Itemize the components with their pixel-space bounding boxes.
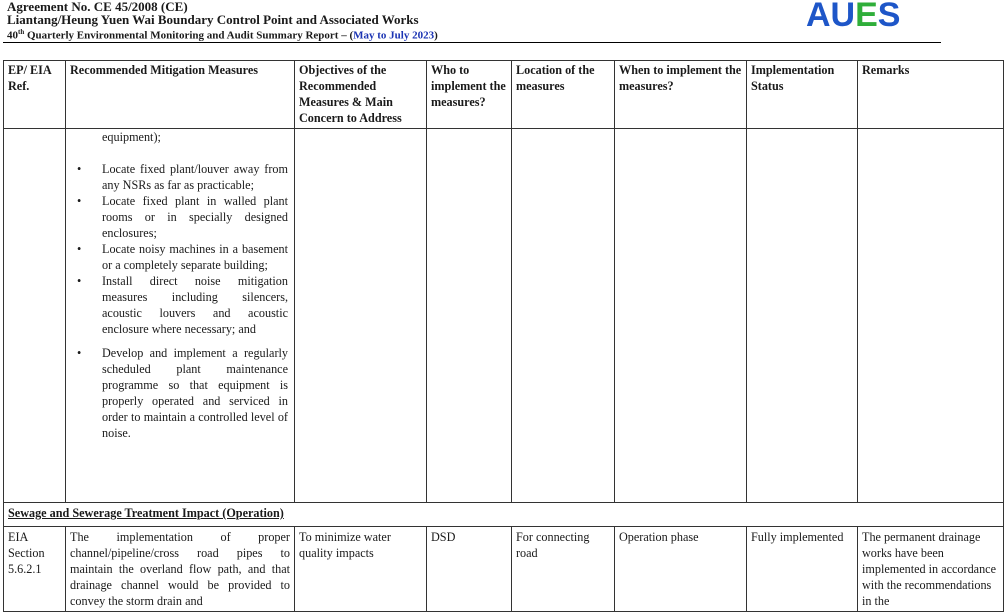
section-heading-row xyxy=(4,503,1004,527)
report-title xyxy=(7,26,438,43)
section-heading: Sewage and Sewerage Treatment Impact (Operation) xyxy=(4,503,1004,527)
table-cell xyxy=(295,129,427,503)
table-header-row xyxy=(4,61,1004,129)
table-cell xyxy=(747,129,858,503)
who-cell: DSD xyxy=(427,527,512,612)
report-title-text: Quarterly Environmental Monitoring and Audit Summary Report – ( xyxy=(24,29,354,42)
location-cell: For connecting road xyxy=(512,527,615,612)
column-header: Implementation Status xyxy=(747,61,858,129)
table-cell xyxy=(512,129,615,503)
report-title-end: ) xyxy=(434,29,438,42)
agreement-number: Agreement No. CE 45/2008 (CE) xyxy=(7,0,188,14)
project-title: Liantang/Heung Yuen Wai Boundary Control Point and Associated Works xyxy=(7,12,419,27)
measures-list xyxy=(72,161,288,441)
report-period: May to July 2023 xyxy=(353,29,435,42)
column-header: Remarks xyxy=(858,61,1004,129)
mitigation-measures-table xyxy=(3,60,1004,612)
aues-logo: AUES xyxy=(806,0,901,34)
objective-cell: To minimize water quality impacts xyxy=(295,527,427,612)
list-item: • Install direct noise mitigation measures including silencers, acoustic louvers and acoustic enclosure where necessary; and xyxy=(77,274,288,336)
list-item: • Locate fixed plant/louver away from any NSRs as far as practicable; xyxy=(77,162,288,192)
list-item: • Locate noisy machines in a basement or a completely separate building; xyxy=(77,242,288,272)
table-cell xyxy=(4,129,66,503)
report-header xyxy=(7,0,438,43)
column-header: EP/ EIA Ref. xyxy=(4,61,66,129)
continued-text: equipment); xyxy=(102,130,161,144)
list-item: • Develop and implement a regularly scheduled plant maintenance programme so that equipment is properly operated and serviced in order to maintain a controlled level of noise. xyxy=(77,346,288,440)
column-header: Who to implement the measures? xyxy=(427,61,512,129)
list-item: • Locate fixed plant in walled plant rooms or in specially designed enclosures; xyxy=(77,194,288,240)
ref-cell: EIA Section 5.6.2.1 xyxy=(4,527,66,612)
status-cell: Fully implemented xyxy=(747,527,858,612)
column-header: Recommended Mitigation Measures xyxy=(66,61,295,129)
remarks-cell: The permanent drainage works have been implemented in accordance with the recommendations in the xyxy=(858,527,1004,612)
column-header: Objectives of the Recommended Measures & Main Concern to Address xyxy=(295,61,427,129)
table-row xyxy=(4,129,1004,503)
table-cell xyxy=(427,129,512,503)
column-header: Location of the measures xyxy=(512,61,615,129)
table-cell xyxy=(615,129,747,503)
when-cell: Operation phase xyxy=(615,527,747,612)
column-header: When to implement the measures? xyxy=(615,61,747,129)
report-number: 40 xyxy=(7,29,18,42)
table-row xyxy=(4,527,1004,612)
measure-cell: The implementation of proper channel/pipeline/cross road pipes to maintain the overland flow path, and that drainage channel would be provided to convey the storm drain and xyxy=(66,527,295,612)
report-number-suffix: th xyxy=(18,28,25,36)
measures-cell xyxy=(66,129,295,503)
table-cell xyxy=(858,129,1004,503)
header-divider xyxy=(3,42,941,43)
